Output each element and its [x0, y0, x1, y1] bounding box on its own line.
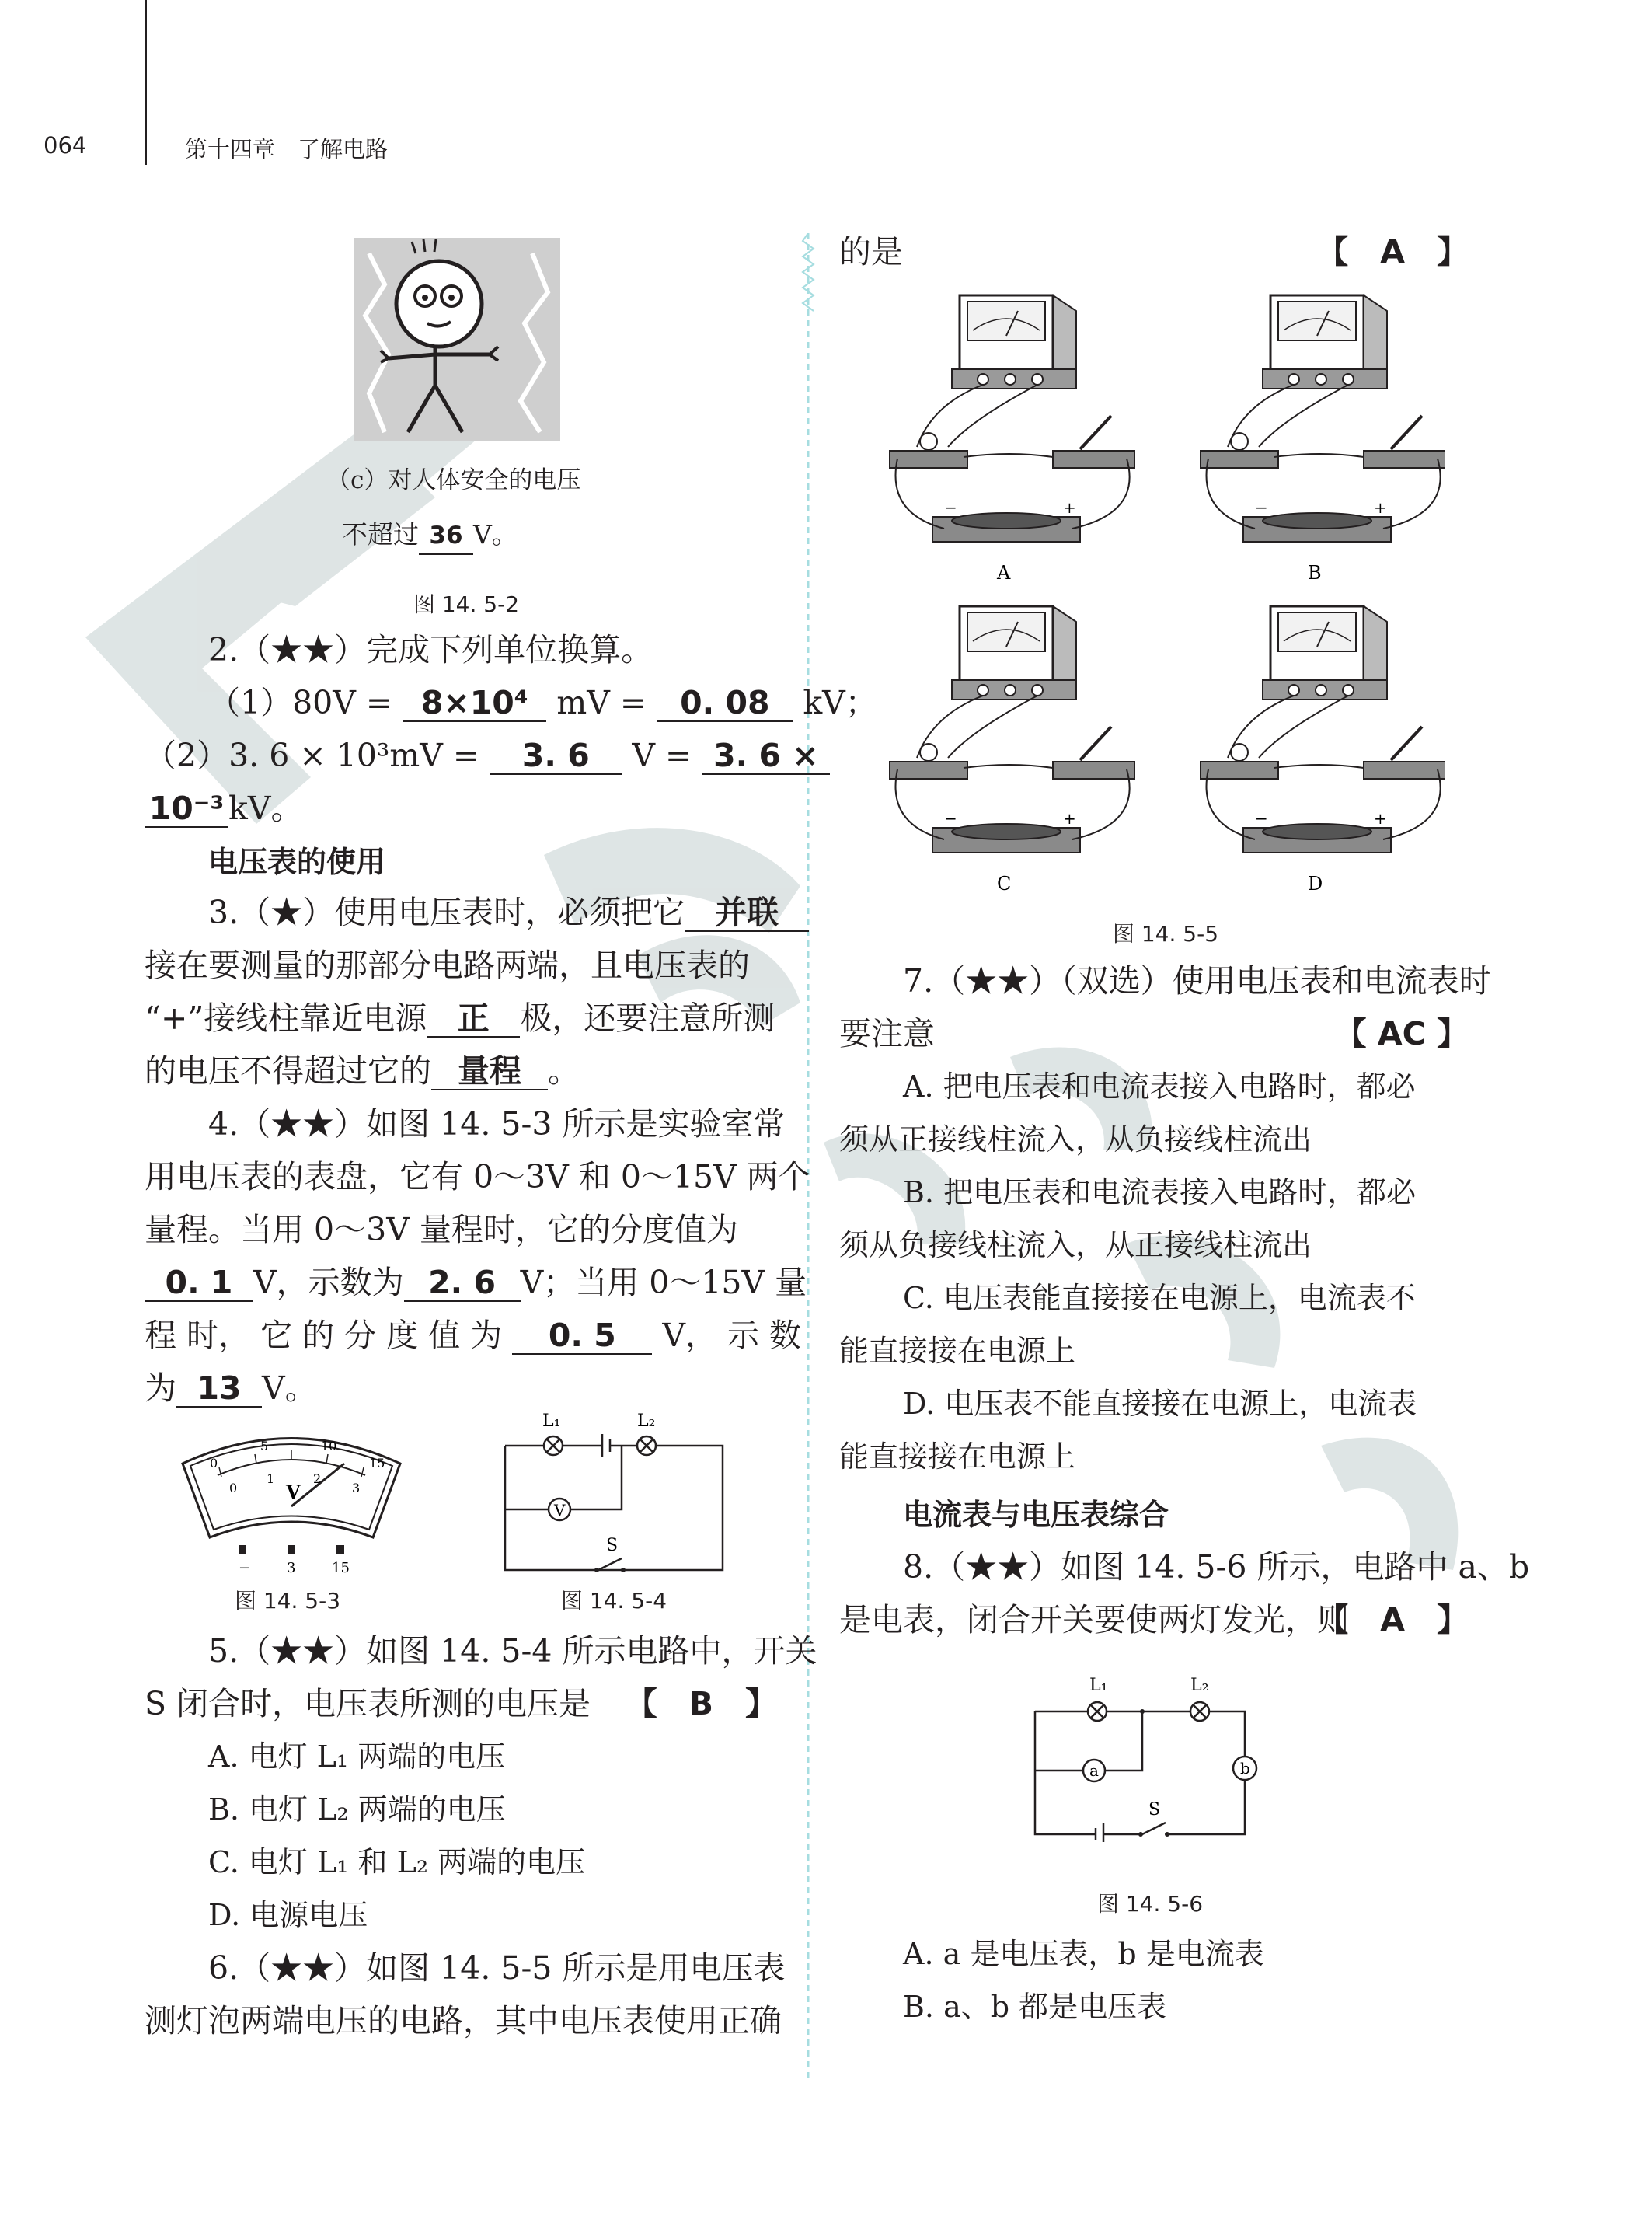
q5-answer: 【 B 】	[625, 1685, 777, 1722]
answer-q3-3: 量程	[431, 1053, 548, 1090]
q5-line2: S 闭合时，电压表所测的电压是 【 B 】	[145, 1682, 777, 1725]
q7-answer: 【 AC 】	[1334, 1015, 1469, 1052]
answer-q4-1: 0. 1	[145, 1265, 253, 1302]
fig-14-5-2-label: 图 14. 5-2	[413, 591, 520, 617]
label-s-fig6: S	[1148, 1800, 1161, 1820]
q7-option-b-2: 须从负接线柱流入，从正接线柱流出	[839, 1228, 1312, 1262]
answer-q2-4: 3. 6 ×	[702, 738, 830, 775]
voltmeter-dial-figure	[175, 1421, 408, 1584]
q7-line2: 要注意 【 AC 】	[839, 1012, 1469, 1055]
label-s: S	[606, 1536, 619, 1555]
fig2-caption-line2: 不超过 36 V。	[342, 515, 518, 555]
q2-stem: 2.（★★）完成下列单位换算。	[208, 631, 653, 668]
fig-14-5-5-label: 图 14. 5-5	[1112, 921, 1219, 947]
q4-line4: 0. 1 V，示数为 2. 6 V；当用 0～15V 量	[145, 1261, 807, 1304]
answer-36: 36	[419, 518, 473, 555]
q7-option-c-2: 能直接接在电源上	[839, 1334, 1076, 1368]
section-voltmeter-usage: 电压表的使用	[208, 845, 386, 879]
terminal-neg: −	[239, 1560, 251, 1576]
q4-line3: 量程。当用 0～3V 量程时，它的分度值为	[145, 1211, 738, 1248]
q4-line6: 为 13 V。	[145, 1369, 317, 1407]
panel-c-label: C	[997, 873, 1012, 895]
answer-q3-2: 正	[427, 1000, 520, 1038]
q6-answer: 【 A 】	[1316, 233, 1469, 270]
label-a-fig6: a	[1089, 1761, 1099, 1780]
panel-a-label: A	[997, 562, 1011, 584]
q4-line2: 用电压表的表盘，它有 0～3V 和 0～15V 两个	[145, 1158, 810, 1195]
chapter-title: 第十四章 了解电路	[185, 136, 389, 162]
panel-b-label: B	[1308, 562, 1322, 584]
q8-line2: 是电表，闭合开关要使两灯发光，则 【 A 】	[839, 1598, 1469, 1642]
q3-line1: 3.（★）使用电压表时，必须把它 并联	[208, 891, 809, 934]
answer-q4-3: 0. 5	[512, 1317, 652, 1355]
dial-top-10: 10	[321, 1439, 337, 1453]
q5-option-a: A. 电灯 L₁ 两端的电压	[208, 1739, 506, 1774]
page-number: 064	[44, 132, 87, 159]
label-l2-fig6: L₂	[1190, 1676, 1209, 1695]
answer-q2-4b: 10⁻³	[145, 790, 228, 828]
fig-14-5-5-circuits	[886, 288, 1445, 909]
q8-answer: 【 A 】	[1316, 1601, 1469, 1638]
answer-q2-3: 3. 6	[490, 738, 622, 775]
label-l1-fig6: L₁	[1089, 1676, 1108, 1695]
dial-letter: V	[286, 1481, 301, 1503]
q5-option-d: D. 电源电压	[208, 1898, 368, 1932]
q4-line5: 程 时， 它 的 分 度 值 为 0. 5 V， 示 数	[145, 1317, 802, 1354]
q5-option-c: C. 电灯 L₁ 和 L₂ 两端的电压	[208, 1845, 586, 1879]
q4-line1: 4.（★★）如图 14. 5-3 所示是实验室常	[208, 1105, 786, 1143]
terminal-3: 3	[287, 1560, 296, 1576]
dial-bottom-2: 2	[313, 1471, 322, 1486]
circuit-fig-14-5-4	[497, 1407, 730, 1578]
q3-line2: 接在要测量的那部分电路两端，且电压表的	[145, 947, 750, 984]
q8-option-b: B. a、b 都是电压表	[903, 1990, 1167, 2024]
answer-q4-2: 2. 6	[404, 1265, 521, 1302]
q3-line4: 的电压不得超过它的 量程 。	[145, 1052, 580, 1090]
q5-option-b: B. 电灯 L₂ 两端的电压	[208, 1792, 506, 1827]
dial-top-15: 15	[369, 1456, 385, 1471]
dial-bottom-1: 1	[267, 1471, 275, 1486]
q3-line3: “+”接线柱靠近电源 正 极，还要注意所测	[145, 1000, 775, 1037]
q2-part2-cont: 10⁻³ kV。	[145, 787, 302, 830]
fig-14-5-6-label: 图 14. 5-6	[1096, 1891, 1204, 1917]
answer-q2-1: 8×10⁴	[403, 685, 546, 722]
answer-q2-2: 0. 08	[657, 685, 793, 722]
fig-14-5-4-label: 图 14. 5-4	[560, 1588, 667, 1614]
q8-line1: 8.（★★）如图 14. 5-6 所示，电路中 a、b	[903, 1548, 1530, 1586]
dial-bottom-3: 3	[352, 1481, 361, 1495]
dial-top-5: 5	[260, 1439, 269, 1453]
q8-option-a: A. a 是电压表，b 是电流表	[903, 1937, 1264, 1971]
panel-d-label: D	[1308, 873, 1323, 895]
header-rule	[145, 0, 147, 165]
label-l1: L₁	[542, 1411, 561, 1431]
q7-option-c-1: C. 电压表能直接接在电源上，电流表不	[903, 1281, 1416, 1315]
q6-line1: 6.（★★）如图 14. 5-5 所示是用电压表	[208, 1949, 786, 1987]
q6-line3: 的是 【 A 】	[839, 230, 1469, 274]
q2-part1: （1）80V = 8×10⁴ mV = 0. 08 kV；	[208, 684, 877, 721]
label-l2: L₂	[637, 1411, 656, 1431]
label-v: V	[554, 1501, 566, 1519]
dial-top-0: 0	[210, 1456, 218, 1471]
safety-voltage-cartoon	[354, 238, 560, 441]
dial-bottom-0: 0	[229, 1481, 238, 1495]
fig-14-5-3-label: 图 14. 5-3	[234, 1588, 341, 1614]
q2-part2: （2）3. 6 × 10³mV = 3. 6 V = 3. 6 ×	[145, 734, 830, 777]
q7-option-a-1: A. 把电压表和电流表接入电路时，都必	[903, 1069, 1416, 1104]
q7-option-d-1: D. 电压表不能直接接在电源上，电流表	[903, 1387, 1417, 1421]
circuit-fig-14-5-6	[1026, 1656, 1274, 1842]
answer-q4-4: 13	[176, 1370, 262, 1408]
q7-line1: 7.（★★）（双选）使用电压表和电流表时	[903, 962, 1491, 1000]
terminal-15: 15	[332, 1560, 350, 1576]
q7-option-d-2: 能直接接在电源上	[839, 1439, 1076, 1474]
q6-line2: 测灯泡两端电压的电路，其中电压表使用正确	[145, 2002, 782, 2039]
answer-q3-1: 并联	[685, 895, 809, 932]
label-b-fig6: b	[1240, 1759, 1250, 1778]
q7-option-b-1: B. 把电压表和电流表接入电路时，都必	[903, 1175, 1417, 1209]
q7-option-a-2: 须从正接线柱流入，从负接线柱流出	[839, 1122, 1312, 1157]
fig2-caption-line1: （c）对人体安全的电压	[326, 466, 581, 494]
section-ammeter-voltmeter: 电流表与电压表综合	[903, 1498, 1169, 1532]
q5-line1: 5.（★★）如图 14. 5-4 所示电路中，开关	[208, 1632, 817, 1670]
